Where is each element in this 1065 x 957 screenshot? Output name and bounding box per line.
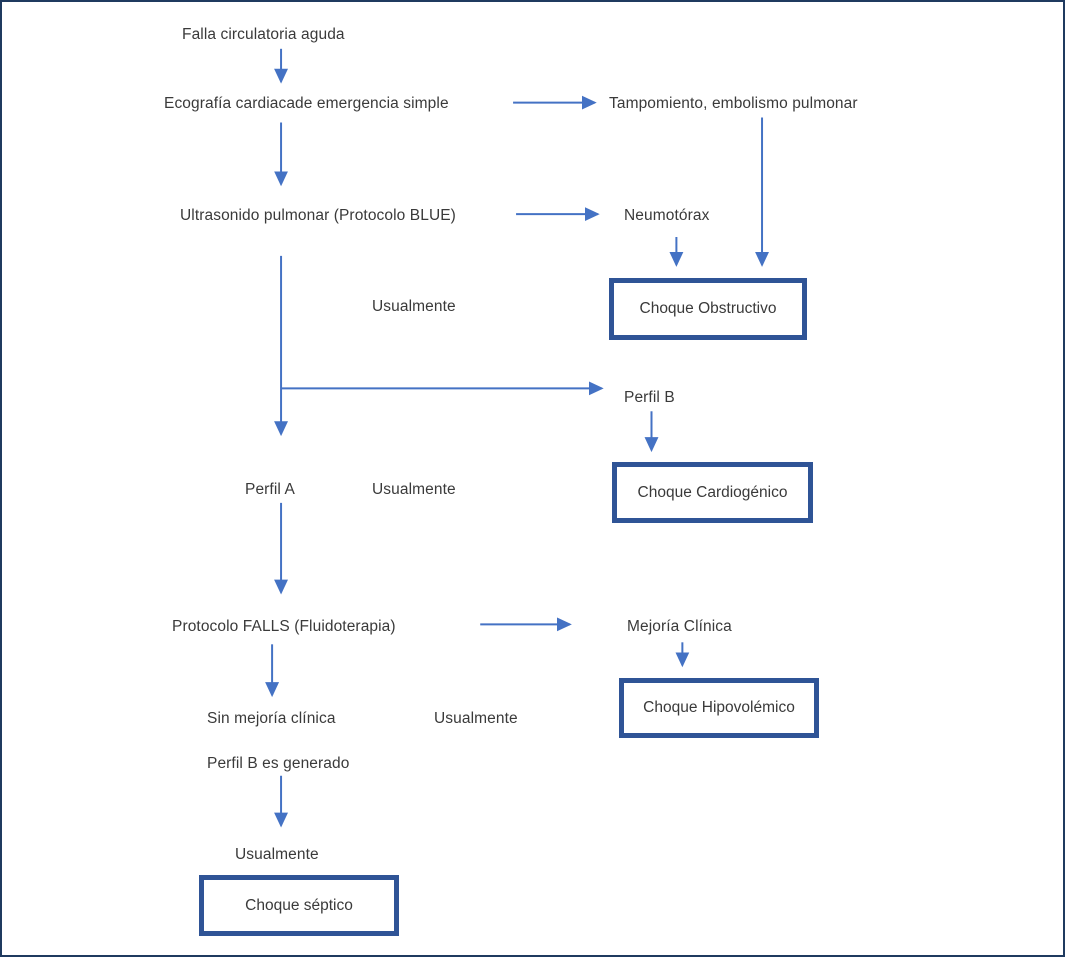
box-label-choque-septico: Choque séptico bbox=[245, 896, 353, 914]
label-perfil-b-generado: Perfil B es generado bbox=[207, 755, 350, 772]
box-label-choque-obstructivo: Choque Obstructivo bbox=[639, 300, 777, 317]
label-ultrasonido-pulmonar: Ultrasonido pulmonar (Protocolo BLUE) bbox=[180, 207, 456, 224]
label-sin-mejoria-clinica: Sin mejoría clínica bbox=[207, 710, 336, 727]
label-usualmente-cardiogenico: Usualmente bbox=[372, 481, 456, 498]
label-protocolo-falls: Protocolo FALLS (Fluidoterapia) bbox=[172, 618, 396, 635]
label-neumotorax: Neumotórax bbox=[624, 207, 710, 224]
label-ecografia-cardiaca: Ecografía cardiacade emergencia simple bbox=[164, 95, 449, 112]
label-tampomiento-embolismo: Tampomiento, embolismo pulmonar bbox=[609, 95, 858, 112]
box-choque-obstructivo bbox=[609, 278, 807, 340]
box-choque-cardiogenico bbox=[612, 462, 813, 523]
label-mejoria-clinica: Mejoría Clínica bbox=[627, 618, 732, 635]
label-perfil-a: Perfil A bbox=[245, 481, 295, 498]
label-usualmente-obstructivo: Usualmente bbox=[372, 298, 456, 315]
label-usualmente-septico: Usualmente bbox=[235, 846, 319, 863]
edge-layer bbox=[2, 2, 1063, 955]
box-choque-hipovolemico bbox=[619, 678, 819, 738]
box-choque-septico bbox=[199, 875, 399, 936]
label-perfil-b: Perfil B bbox=[624, 389, 675, 406]
label-usualmente-hipovolemico: Usualmente bbox=[434, 710, 518, 727]
box-label-choque-hipovolemico: Choque Hipovolémico bbox=[643, 699, 795, 716]
box-label-choque-cardiogenico: Choque Cardiogénico bbox=[637, 483, 788, 501]
label-falla-circulatoria: Falla circulatoria aguda bbox=[182, 26, 345, 43]
